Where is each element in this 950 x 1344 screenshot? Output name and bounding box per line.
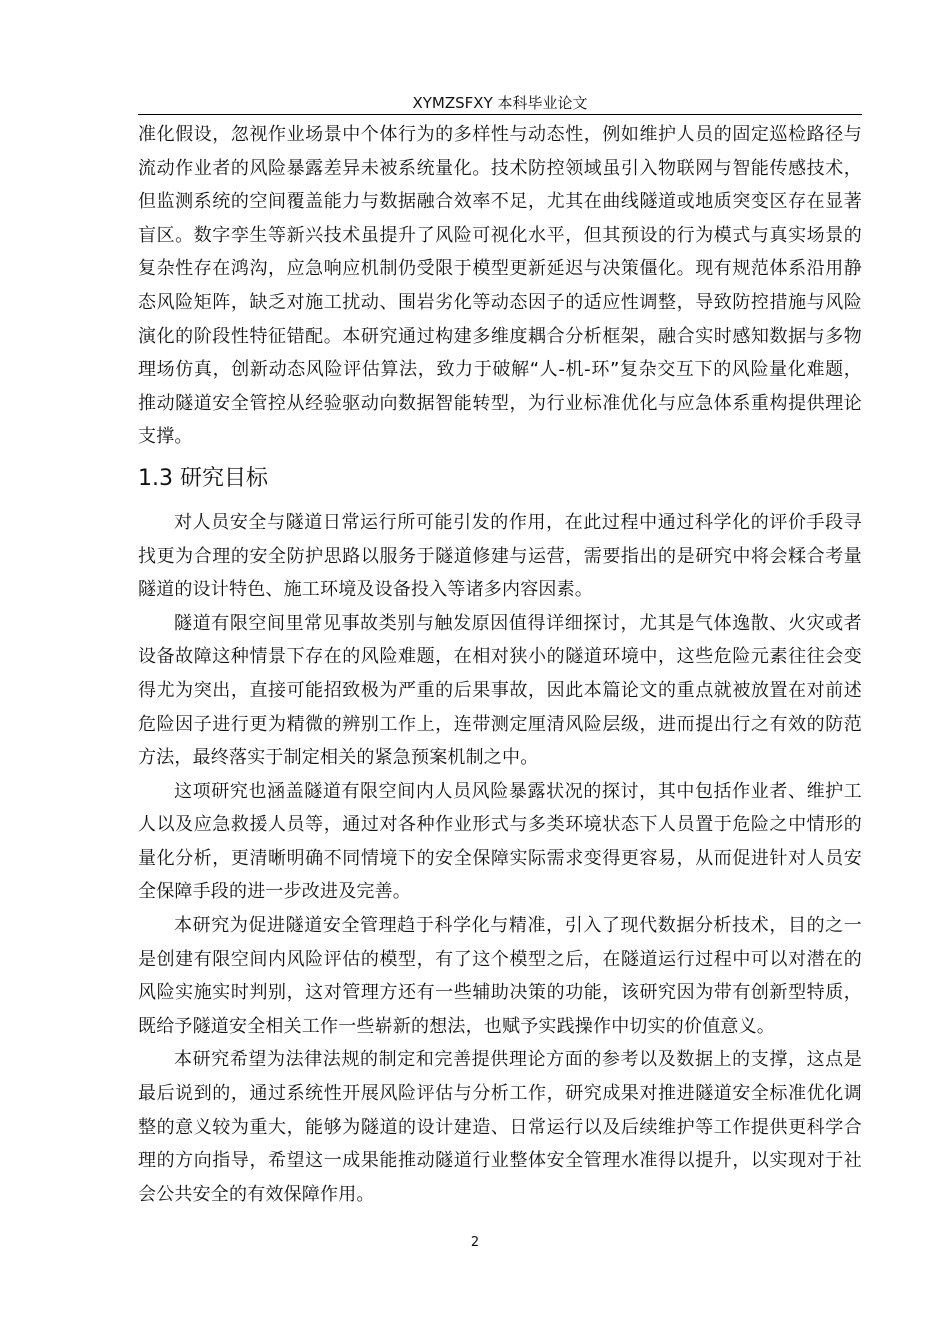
paragraph-1: 对人员安全与隧道日常运行所可能引发的作用，在此过程中通过科学化的评价手段寻找更为合理的安全防护思路以服务于隧道修建与运营，需要指出的是研究中将会糅合考量隧道的设计特色、施工环境及设备投入等诸多内容因素。 [138,511,862,601]
body-text [138,118,862,1211]
paragraph-2: 隧道有限空间里常见事故类别与触发原因值得详细探讨，尤其是气体逸散、火灾或者设备故障这种情景下存在的风险难题，在相对狭小的隧道环境中，这些危险元素往往会变得尤为突出，直接可能招致极为严重的后果事故，因此本篇论文的重点就被放置在对前述危险因子进行更为精微的辨别工作上，连带测定厘清风险层级，进而提出行之有效的防范方法，最终落实于制定相关的紧急预案机制之中。 [138,612,862,769]
paragraph-5: 本研究希望为法律法规的制定和完善提供理论方面的参考以及数据上的支撑，这点是最后说到的，通过系统性开展风险评估与分析工作，研究成果对推进隧道安全标准优化调整的意义较为重大，能够为隧道的设计建造、日常运行以及后续维护等工作提供更科学合理的方向指导，希望这一成果能推动隧道行业整体安全管理水准得以提升，以实现对于社会公共安全的有效保障作用。 [138,1049,862,1205]
paragraph-4: 本研究为促进隧道安全管理趋于科学化与精准，引入了现代数据分析技术，目的之一是创建有限空间内风险评估的模型，有了这个模型之后，在隧道运行过程中可以对潜在的风险实施实时判别，这对管理方还有一些辅助决策的功能，该研究因为带有创新型特质，既给予隧道安全相关工作一些崭新的想法，也赋予实践操作中切实的价值意义。 [138,915,862,1037]
header-divider [138,114,862,115]
page-number: 2 [470,1235,480,1250]
page-header: XYMZSFXY 本科毕业论文 [412,94,588,112]
section-heading: 1.3 研究目标 [138,465,268,491]
continuation-paragraph: 准化假设，忽视作业场景中个体行为的多样性与动态性，例如维护人员的固定巡检路径与流动作业者的风险暴露差异未被系统量化。技术防控领域虽引入物联网与智能传感技术，但监测系统的空间覆盖能力与数据融合效率不足，尤其在曲线隧道或地质突变区存在显著盲区。数字孪生等新兴技术虽提升了风险可视化水平，但其预设的行为模式与真实场景的复杂性存在鸿沟，应急响应机制仍受限于模型更新延迟与决策僵化。现有规范体系沿用静态风险矩阵，缺乏对施工扰动、围岩劣化等动态因子的适应性调整，导致防控措施与风险演化的阶段性特征错配。本研究通过构建多维度耦合分析框架，融合实时感知数据与多物理场仿真，创新动态风险评估算法，致力于破解“人-机-环”复杂交互下的风险量化难题，推动隧道安全管控从经验驱动向数据智能转型，为行业标准优化与应急体系重构提供理论支撑。 [138,124,862,448]
paragraph-3: 这项研究也涵盖隧道有限空间内人员风险暴露状况的探讨，其中包括作业者、维护工人以及应急救援人员等，通过对各种作业形式与多类环境状态下人员置于危险之中情形的量化分析，更清晰明确不同情境下的安全保障实际需求变得更容易，从而促进针对人员安全保障手段的进一步改进及完善。 [138,780,862,903]
